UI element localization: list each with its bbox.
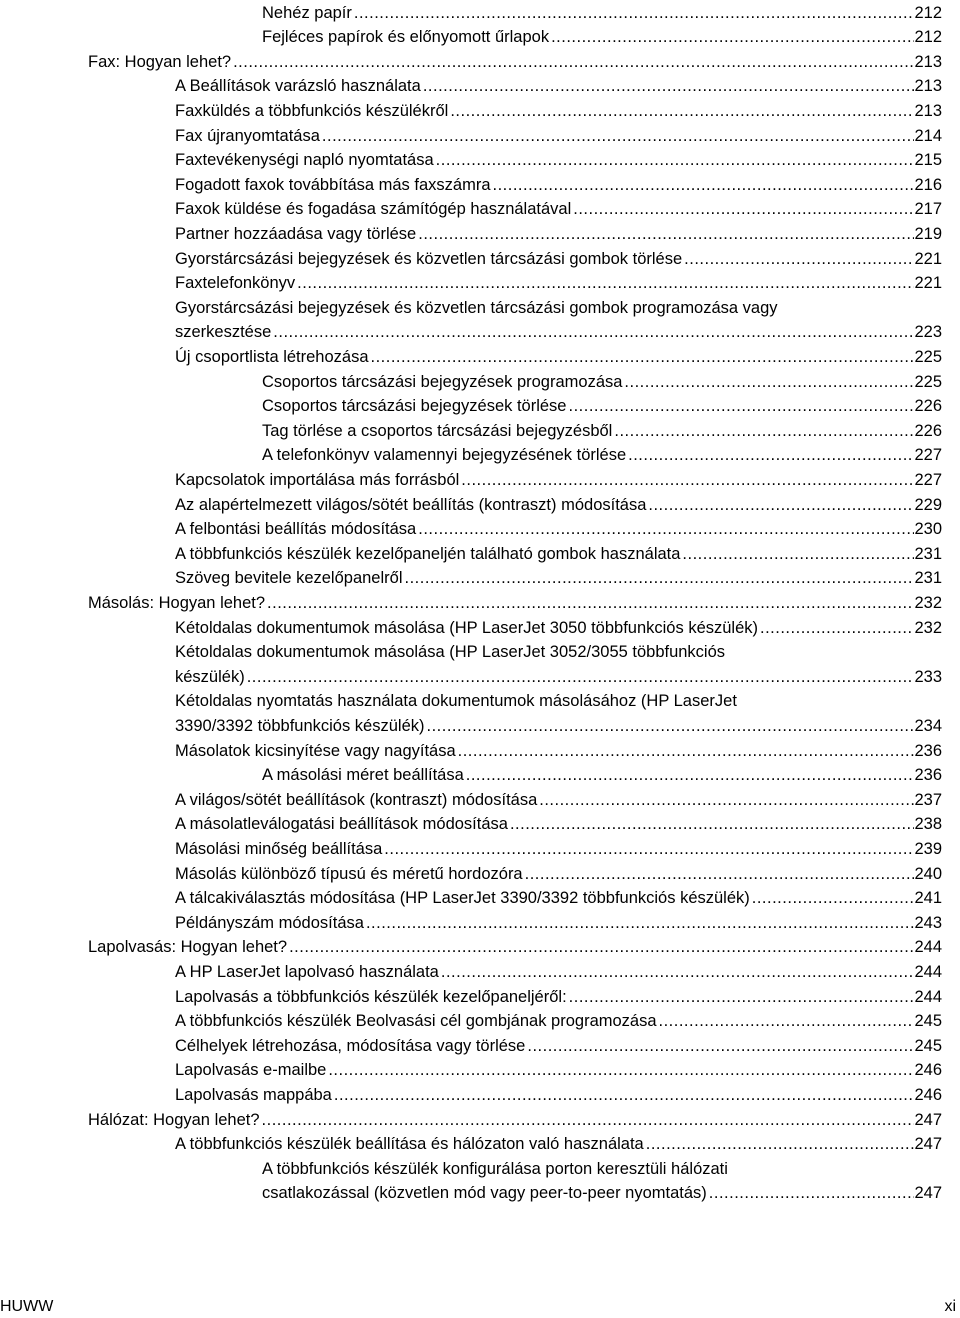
toc-entry-title: A telefonkönyv valamennyi bejegyzésének törlése [262, 446, 627, 465]
toc-entry-title: Másolás: Hogyan lehet? [88, 593, 266, 612]
dot-leader [416, 517, 914, 542]
toc-entry-page-number: 239 [914, 839, 942, 858]
dot-leader [439, 960, 915, 985]
toc-entry-page-number: 226 [914, 421, 942, 440]
toc-entry-page-number: 244 [914, 987, 942, 1006]
dot-leader [464, 763, 915, 788]
toc-entry-title: Szöveg bevitele kezelőpanelről [175, 569, 403, 588]
toc-entry[interactable] [262, 1157, 942, 1206]
toc-entry[interactable] [262, 763, 942, 788]
toc-entry-page-number: 236 [914, 741, 942, 760]
toc-entry[interactable] [262, 394, 942, 419]
dot-leader [416, 222, 914, 247]
toc-entry-title: A többfunkciós készülék Beolvasási cél gombjának programozása [175, 1012, 657, 1031]
toc-entry-page-number: 215 [914, 151, 942, 170]
toc-entry-title: Az alapértelmezett világos/sötét beállítás (kontraszt) módosítása [175, 495, 647, 514]
toc-entry-title: A másolási méret beállítása [262, 766, 464, 785]
toc-entry[interactable] [175, 271, 942, 296]
toc-entry-title: Lapolvasás: Hogyan lehet? [88, 938, 288, 957]
dot-leader [644, 1132, 915, 1157]
toc-entry-page-number: 230 [914, 520, 942, 539]
toc-entry-page-number: 214 [914, 126, 942, 145]
dot-leader [245, 665, 915, 690]
dot-leader [571, 197, 914, 222]
toc-entry[interactable] [175, 542, 942, 567]
toc-entry-page-number: 233 [914, 667, 942, 686]
toc-entry[interactable] [88, 1108, 942, 1133]
toc-entry-page-number: 226 [914, 397, 942, 416]
toc-entry[interactable] [262, 1, 942, 26]
toc-entry-page-number: 213 [914, 52, 942, 71]
toc-entry-page-number: 247 [914, 1110, 942, 1129]
toc-entry[interactable] [175, 74, 942, 99]
dot-leader [434, 148, 915, 173]
toc-entry[interactable] [175, 616, 942, 641]
toc-entry-title: Csoportos tárcsázási bejegyzések törlése [262, 397, 567, 416]
dot-leader [758, 616, 914, 641]
toc-entry[interactable] [175, 296, 942, 345]
toc-entry-page-number: 225 [914, 347, 942, 366]
toc-entry-page-number: 246 [914, 1085, 942, 1104]
toc-entry-page-number: 244 [914, 962, 942, 981]
dot-leader [750, 886, 915, 911]
toc-entry[interactable] [175, 886, 942, 911]
toc-entry-page-number: 234 [914, 716, 942, 735]
toc-entry-title: A Beállítások varázsló használata [175, 77, 421, 96]
toc-entry-page-number: 245 [914, 1036, 942, 1055]
dot-leader [448, 99, 914, 124]
toc-entry-title-line: Gyorstárcsázási bejegyzések és közvetlen tárcsázási gombok programozása vagy [175, 298, 778, 317]
dot-leader [332, 1083, 915, 1108]
toc-entry-page-number: 244 [914, 938, 942, 957]
dot-leader [549, 25, 914, 50]
toc-entry-title: 3390/3392 többfunkciós készülék) [175, 716, 425, 735]
toc-entry[interactable] [175, 689, 942, 738]
toc-entry-title: Tag törlése a csoportos tárcsázási bejegyzésből [262, 421, 613, 440]
dot-leader [680, 542, 914, 567]
dot-leader [382, 837, 914, 862]
toc-entry-title: szerkesztése [175, 323, 272, 342]
toc-entry-page-number: 247 [914, 1184, 942, 1203]
toc-entry-page-number: 236 [914, 766, 942, 785]
toc-entry[interactable] [262, 443, 942, 468]
toc-entry-title: Lapolvasás mappába [175, 1085, 332, 1104]
dot-leader [646, 493, 914, 518]
dot-leader [566, 394, 914, 419]
dot-leader [612, 419, 914, 444]
toc-entry-page-number: 223 [914, 323, 942, 342]
toc-entry-title: A világos/sötét beállítások (kontraszt) módosítása [175, 790, 538, 809]
toc-entry-page-number: 238 [914, 815, 942, 834]
toc-entry[interactable] [175, 862, 942, 887]
toc-entry[interactable] [175, 566, 942, 591]
toc-entry-page-number: 212 [914, 3, 942, 22]
toc-entry-page-number: 232 [914, 593, 942, 612]
toc-entry[interactable] [175, 197, 942, 222]
footer-document-code: HUWW [0, 1298, 54, 1315]
toc-entry-title: Nehéz papír [262, 3, 352, 22]
dot-leader [287, 935, 914, 960]
toc-entry[interactable] [175, 1034, 942, 1059]
toc-entry-title: A többfunkciós készülék beállítása és hálózaton való használata [175, 1135, 644, 1154]
toc-entry-title: Faxok küldése és fogadása számítógép használatával [175, 200, 572, 219]
toc-entry-title: Lapolvasás e-mailbe [175, 1061, 327, 1080]
toc-entry-page-number: 246 [914, 1061, 942, 1080]
dot-leader [682, 247, 914, 272]
dot-leader [271, 320, 914, 345]
toc-entry-page-number: 232 [914, 618, 942, 637]
toc-entry-page-number: 213 [914, 101, 942, 120]
toc-entry[interactable] [175, 640, 942, 689]
dot-leader [537, 788, 914, 813]
toc-entry-title-line: Kétoldalas dokumentumok másolása (HP LaserJet 3052/3055 többfunkciós [175, 643, 726, 662]
dot-leader [626, 443, 914, 468]
toc-entry[interactable] [175, 837, 942, 862]
toc-entry[interactable] [175, 468, 942, 493]
toc-entry-page-number: 219 [914, 224, 942, 243]
dot-leader [369, 345, 915, 370]
toc-entry-title: csatlakozással (közvetlen mód vagy peer-to-peer nyomtatás) [262, 1184, 707, 1203]
toc-entry-title: készülék) [175, 667, 245, 686]
dot-leader [260, 1108, 915, 1133]
dot-leader [622, 370, 914, 395]
toc-entry[interactable] [175, 1058, 942, 1083]
toc-entry-title: Fejléces papírok és előnyomott űrlapok [262, 28, 550, 47]
toc-entry-title: Célhelyek létrehozása, módosítása vagy törlése [175, 1036, 526, 1055]
toc-entry[interactable] [175, 222, 942, 247]
toc-entry-title: Csoportos tárcsázási bejegyzések programozása [262, 372, 623, 391]
toc-entry-page-number: 227 [914, 446, 942, 465]
toc-entry[interactable] [175, 812, 942, 837]
dot-leader [491, 173, 915, 198]
dot-leader [657, 1009, 915, 1034]
toc-entry[interactable] [175, 1009, 942, 1034]
toc-entry[interactable] [175, 493, 942, 518]
toc-entry-title: Fax újranyomtatása [175, 126, 320, 145]
toc-entry-page-number: 231 [914, 569, 942, 588]
dot-leader [421, 74, 915, 99]
dot-leader [352, 1, 915, 26]
toc-entry-page-number: 229 [914, 495, 942, 514]
dot-leader [326, 1058, 914, 1083]
dot-leader [459, 468, 914, 493]
toc-entry[interactable] [175, 911, 942, 936]
toc-entry[interactable] [175, 99, 942, 124]
dot-leader [523, 862, 915, 887]
toc-entry-title: Hálózat: Hogyan lehet? [88, 1110, 260, 1129]
toc-entry-page-number: 247 [914, 1135, 942, 1154]
toc-entry[interactable] [88, 935, 942, 960]
dot-leader [265, 591, 914, 616]
toc-entry[interactable] [175, 124, 942, 149]
toc-entry-title: A felbontási beállítás módosítása [175, 520, 417, 539]
toc-entry-title: Másolás különböző típusú és méretű hordozóra [175, 864, 523, 883]
toc-entry-page-number: 245 [914, 1012, 942, 1031]
toc-entry-title: Fogadott faxok továbbítása más faxszámra [175, 175, 491, 194]
toc-entry[interactable] [175, 1083, 942, 1108]
dot-leader [525, 1034, 914, 1059]
dot-leader [320, 124, 915, 149]
dot-leader [567, 985, 915, 1010]
toc-entry-title: Faxtelefonkönyv [175, 274, 296, 293]
toc-entry-page-number: 217 [914, 200, 942, 219]
toc-entry-title: Kétoldalas dokumentumok másolása (HP LaserJet 3050 többfunkciós készülék) [175, 618, 759, 637]
dot-leader [231, 50, 914, 75]
toc-entry-title: A tálcakiválasztás módosítása (HP LaserJet 3390/3392 többfunkciós készülék) [175, 889, 750, 908]
toc-entry-page-number: 212 [914, 28, 942, 47]
toc-entry[interactable] [175, 985, 942, 1010]
toc-entry-title: Másolási minőség beállítása [175, 839, 383, 858]
dot-leader [364, 911, 915, 936]
toc-entry-title: A többfunkciós készülék kezelőpaneljén található gombok használata [175, 544, 681, 563]
toc-entry-title: Faxküldés a többfunkciós készülékről [175, 101, 449, 120]
toc-entry-title: Kapcsolatok importálása más forrásból [175, 470, 460, 489]
toc-entry-page-number: 237 [914, 790, 942, 809]
toc-entry-page-number: 240 [914, 864, 942, 883]
dot-leader [707, 1181, 915, 1206]
footer-page-number: xi [944, 1298, 956, 1315]
dot-leader [295, 271, 914, 296]
dot-leader [508, 812, 915, 837]
toc-entry-page-number: 227 [914, 470, 942, 489]
toc-entry-title: Fax: Hogyan lehet? [88, 52, 232, 71]
dot-leader [456, 739, 915, 764]
toc-entry[interactable] [88, 591, 942, 616]
toc-entry-title: Új csoportlista létrehozása [175, 347, 369, 366]
toc-entry-page-number: 216 [914, 175, 942, 194]
toc-entry[interactable] [175, 173, 942, 198]
dot-leader [425, 714, 915, 739]
toc-entry[interactable] [175, 345, 942, 370]
toc-entry-title-line: Kétoldalas nyomtatás használata dokumentumok másolásához (HP LaserJet [175, 692, 737, 711]
toc-entry[interactable] [262, 419, 942, 444]
toc-entry-page-number: 225 [914, 372, 942, 391]
toc-entry[interactable] [175, 1132, 942, 1157]
toc-entry-title: Példányszám módosítása [175, 913, 364, 932]
toc-entry-title: A másolatleválogatási beállítások módosítása [175, 815, 508, 834]
toc-entry[interactable] [88, 50, 942, 75]
toc-entry-title: Gyorstárcsázási bejegyzések és közvetlen tárcsázási gombok törlése [175, 249, 683, 268]
toc-entry[interactable] [262, 25, 942, 50]
toc-entry-title-line: A többfunkciós készülék konfigurálása porton keresztüli hálózati [262, 1159, 728, 1178]
dot-leader [402, 566, 914, 591]
toc-entry[interactable] [175, 788, 942, 813]
toc-entry[interactable] [175, 739, 942, 764]
toc-entry-page-number: 213 [914, 77, 942, 96]
toc-entry[interactable] [175, 517, 942, 542]
toc-entry-title: Partner hozzáadása vagy törlése [175, 224, 417, 243]
toc-entry-title: A HP LaserJet lapolvasó használata [175, 962, 439, 981]
toc-entry[interactable] [175, 247, 942, 272]
toc-entry-title: Lapolvasás a többfunkciós készülék kezelőpaneljéről: [175, 987, 567, 1006]
toc-entry-page-number: 241 [914, 889, 942, 908]
toc-entry-title: Faxtevékenységi napló nyomtatása [175, 151, 434, 170]
toc-entry-title: Másolatok kicsinyítése vagy nagyítása [175, 741, 456, 760]
toc-entry[interactable] [262, 370, 942, 395]
toc-entry[interactable] [175, 960, 942, 985]
toc-entry[interactable] [175, 148, 942, 173]
toc-entry-page-number: 221 [914, 274, 942, 293]
toc-entry-page-number: 231 [914, 544, 942, 563]
toc-entry-page-number: 243 [914, 913, 942, 932]
toc-entry-page-number: 221 [914, 249, 942, 268]
